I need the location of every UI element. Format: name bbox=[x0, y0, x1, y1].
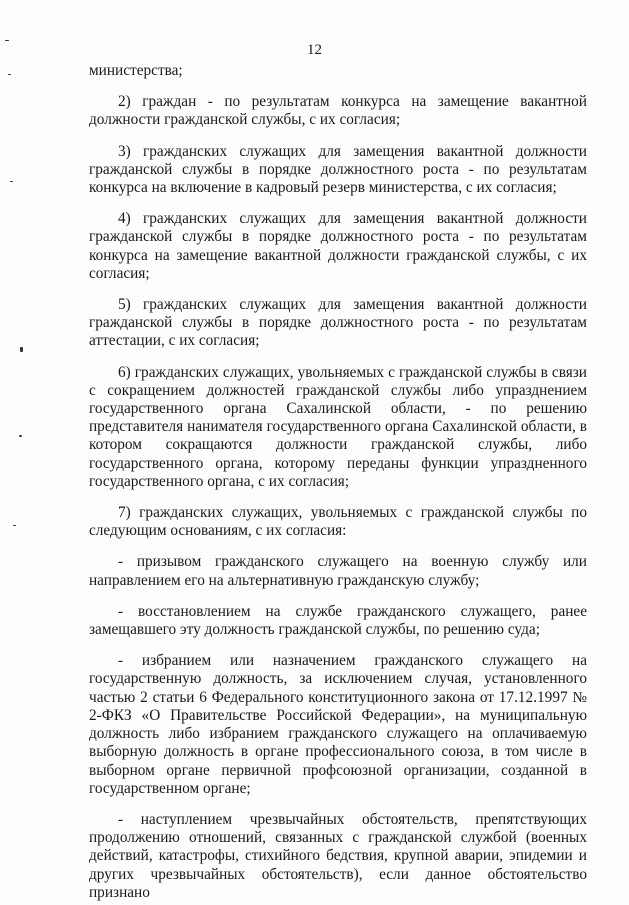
list-item-reinstatement: - восстановлением на службе гражданского служащего, ранее замещавшего эту должность гражданской службы, по решению суда; bbox=[89, 602, 587, 639]
scan-speck bbox=[8, 74, 11, 75]
paragraph-item-4: 4) гражданских служащих для замещения вакантной должности гражданской службы в порядке должностного роста - по результатам конкурса на замещение вакантной должности гражданской службы, с их согласия; bbox=[89, 210, 587, 282]
scan-speck bbox=[13, 525, 16, 526]
paragraph-item-2: 2) граждан - по результатам конкурса на замещение вакантной должности гражданской службы, с их согласия; bbox=[89, 93, 587, 129]
scan-speck bbox=[5, 40, 9, 41]
list-item-emergency: - наступлением чрезвычайных обстоятельств, препятствующих продолжению отношений, связанных с гражданской службой (военных действий, катастрофы, стихийного бедствия, крупной аварии, эпидемии и других чрезвычайных обстоятельств), если данное обстоятельство признано bbox=[89, 810, 587, 901]
scan-speck bbox=[20, 347, 23, 352]
paragraph-item-3: 3) гражданских служащих для замещения вакантной должности гражданской службы в порядке должностного роста - по результатам конкурса на включение в кадровый резерв министерства, с их согласия; bbox=[89, 142, 587, 197]
scan-speck bbox=[19, 435, 22, 437]
list-item-military-service: - призывом гражданского служащего на военную службу или направлением его на альтернативную гражданскую службу; bbox=[89, 553, 587, 589]
page-number: 12 bbox=[307, 42, 322, 58]
paragraph-item-6: 6) гражданских служащих, увольняемых с гражданской службы в связи с сокращением должностей гражданской службы либо упразднением государственного органа Сахалинской области, - по решению представителя нанимателя государственного органа Сахалинской области, в котором сокращаются должности гражданской службы, либо государственного органа, которому переданы функции упраздненного государственного органа, с их согласия; bbox=[89, 363, 587, 490]
paragraph-continuation: министерства; bbox=[89, 62, 183, 79]
list-item-election-appointment: - избранием или назначением гражданского служащего на государственную должность, за исключением случая, установленного частью 2 статьи 6 Федерального конституционного закона от 17.12.1997 № 2-ФКЗ «О Правительстве Российской Федерации», на муниципальную должность либо избранием гражданского служащего на оплачиваемую выборную должность в органе профессионального союза, в том числе в выборном органе первичной профсоюзной организации, созданной в государственном органе; bbox=[89, 652, 587, 797]
document-body bbox=[89, 62, 587, 902]
paragraph-item-5: 5) гражданских служащих для замещения вакантной должности гражданской службы в порядке должностного роста - по результатам аттестации, с их согласия; bbox=[89, 296, 587, 350]
paragraph-item-7: 7) гражданских служащих, увольняемых с гражданской службы по следующим основаниям, с их согласия: bbox=[89, 504, 587, 540]
scan-speck bbox=[10, 181, 13, 182]
